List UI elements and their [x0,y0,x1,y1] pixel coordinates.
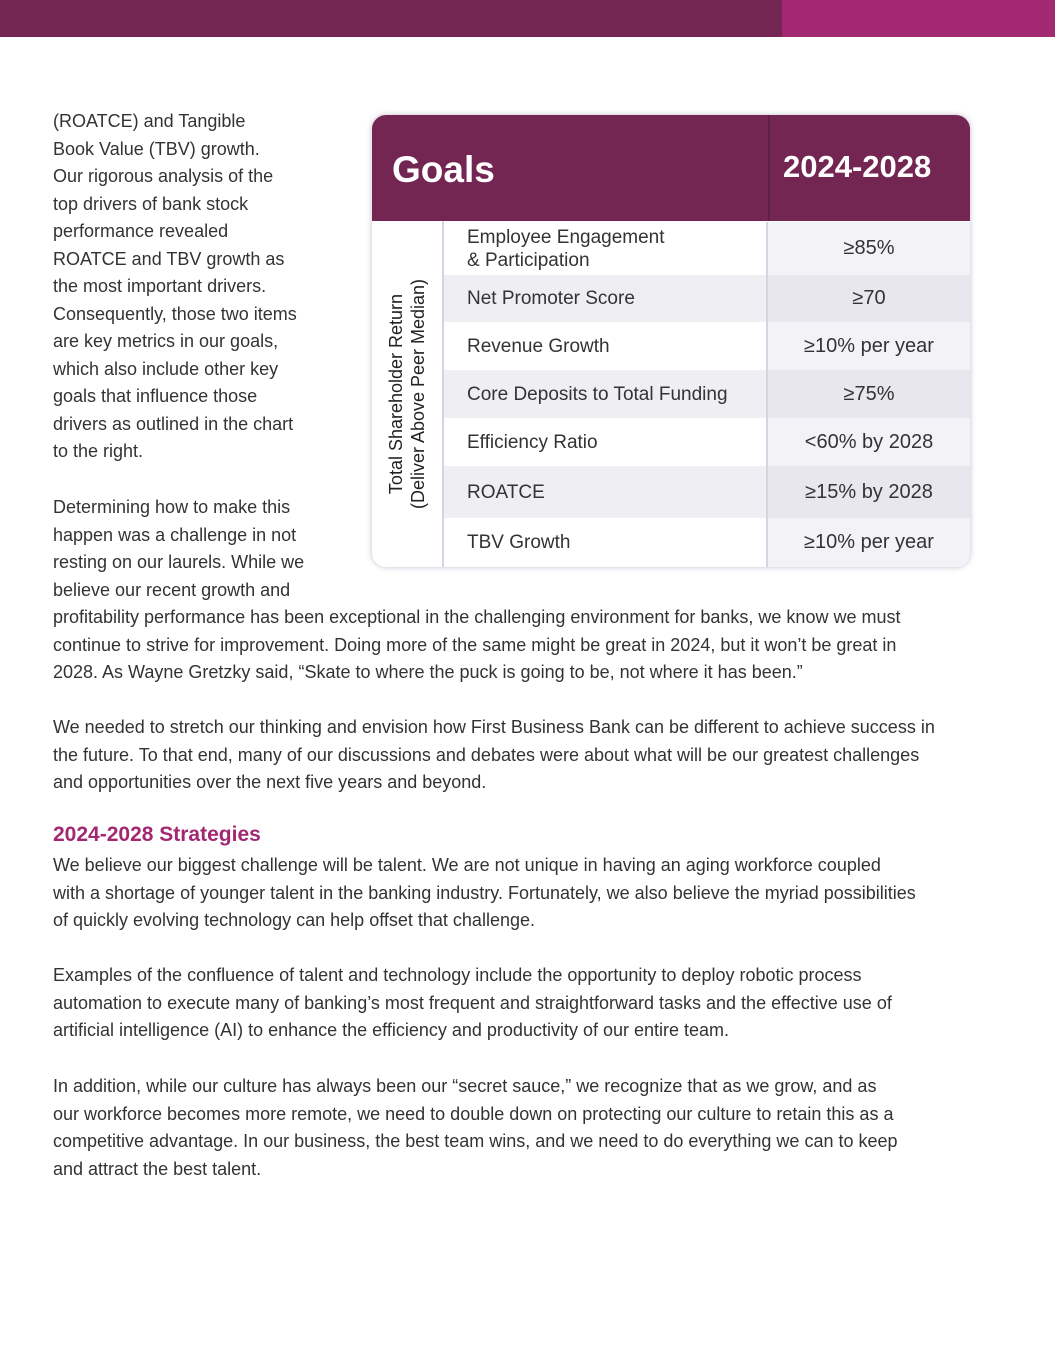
text-line: profitability performance has been exceptional in the challenging environment for banks, we know we must [53,607,901,627]
goals-title: Goals [392,149,495,190]
goal-metric-text: Efficiency Ratio [467,431,598,453]
paragraph-technology [53,962,892,1045]
paragraph-stretch [53,714,935,797]
text-line: which also include other key [53,358,279,379]
goal-metric [444,287,766,310]
goal-metric-text: Net Promoter Score [467,288,635,309]
goal-metric-text: Core Deposits to Total Funding [467,383,728,405]
goals-table [372,115,970,567]
goal-metric [444,335,766,358]
text-line: (ROATCE) and Tangible [53,111,246,131]
side-label-column [372,221,444,567]
text-line: Consequently, those two items [53,303,297,324]
side-label [385,279,429,509]
text-line: competitive advantage. In our business, the best team wins, and we need to do everything we can to keep [53,1131,898,1151]
text-line: our workforce becomes more remote, we need to double down on protecting our culture to retain this as a [53,1103,894,1124]
text-line: and opportunities over the next five years and beyond. [53,772,487,792]
paragraph-culture [53,1073,898,1183]
text-line: Book Value (TBV) growth. [53,138,260,159]
goal-value: ≥10% per year [766,322,970,370]
text-line: Examples of the confluence of talent and technology include the opportunity to deploy robotic process [53,965,862,985]
text-line: believe our recent growth and [53,579,291,600]
text-line: performance revealed [53,221,229,241]
text-line: top drivers of bank stock [53,193,249,214]
goal-row [444,370,970,418]
goal-metric [444,481,766,504]
text-line: the future. To that end, many of our discussions and debates were about what will be our greatest challenges [53,744,920,765]
goal-metric-text: Revenue Growth [467,335,610,357]
text-line: with a shortage of younger talent in the banking industry. Fortunately, we also believe the myriad possibilities [53,882,916,903]
paragraph-wide [53,604,900,687]
goal-value: ≥70 [766,275,970,322]
paragraph-narrow [53,494,304,604]
goal-row [444,466,970,518]
text-line: of quickly evolving technology can help offset that challenge. [53,910,535,930]
goal-row [444,222,970,275]
goal-value: ≥75% [766,370,970,418]
text-line: ROATCE and TBV growth as [53,248,285,269]
goal-value: ≥85% [766,222,970,275]
goal-metric [444,383,766,406]
goal-metric [444,431,766,454]
goal-metric-text: ROATCE [467,481,545,503]
text-line: resting on our laurels. While we [53,552,305,572]
goal-row [444,322,970,370]
text-line: happen was a challenge in not [53,524,297,545]
text-line: artificial intelligence (AI) to enhance the efficiency and productivity of our entire team. [53,1020,730,1040]
side-label-line-2: (Deliver Above Peer Median) [408,278,428,510]
goals-period: 2024-2028 [783,149,932,184]
goal-metric [444,226,766,272]
text-line: the most important drivers. [53,276,267,296]
side-label-line-1: Total Shareholder Return [386,293,406,495]
goal-metric-text: TBV Growth [467,532,571,553]
text-line: to the right. [53,441,144,461]
text-line: 2028. As Wayne Gretzky said, “Skate to where the puck is going to be, not where it has been.” [53,662,803,682]
header-divider [768,115,770,221]
text-line: We believe our biggest challenge will be talent. We are not unique in having an aging workforce coupled [53,855,881,875]
goal-row [444,518,970,567]
paragraph-talent [53,852,916,935]
text-line: drivers as outlined in the chart [53,413,294,434]
text-line: continue to strive for improvement. Doing more of the same might be great in 2024, but it won’t be great in [53,634,897,655]
header-bar-accent [782,0,1055,37]
goals-table-header [372,115,970,221]
text-line: We needed to stretch our thinking and envision how First Business Bank can be different to achieve success in [53,717,935,737]
goal-metric [444,531,766,554]
text-line: are key metrics in our goals, [53,331,279,351]
text-line: automation to execute many of banking’s most frequent and straightforward tasks and the effective use of [53,992,892,1013]
section-heading: 2024-2028 Strategies [53,823,261,846]
goal-value: <60% by 2028 [766,418,970,466]
goal-value: ≥15% by 2028 [766,466,970,518]
text-line: In addition, while our culture has always been our “secret sauce,” we recognize that as we grow, and as [53,1076,877,1096]
intro-paragraph [53,108,297,466]
goal-value: ≥10% per year [766,518,970,567]
goal-row [444,275,970,322]
goal-row [444,418,970,466]
goal-metric-text: Employee Engagement [467,226,665,248]
header-bar-dark [0,0,782,37]
text-line: Our rigorous analysis of the [53,166,274,186]
text-line: and attract the best talent. [53,1158,262,1179]
text-line: Determining how to make this [53,497,291,517]
goal-metric-text-2: & Participation [467,249,590,271]
text-line: goals that influence those [53,386,258,406]
